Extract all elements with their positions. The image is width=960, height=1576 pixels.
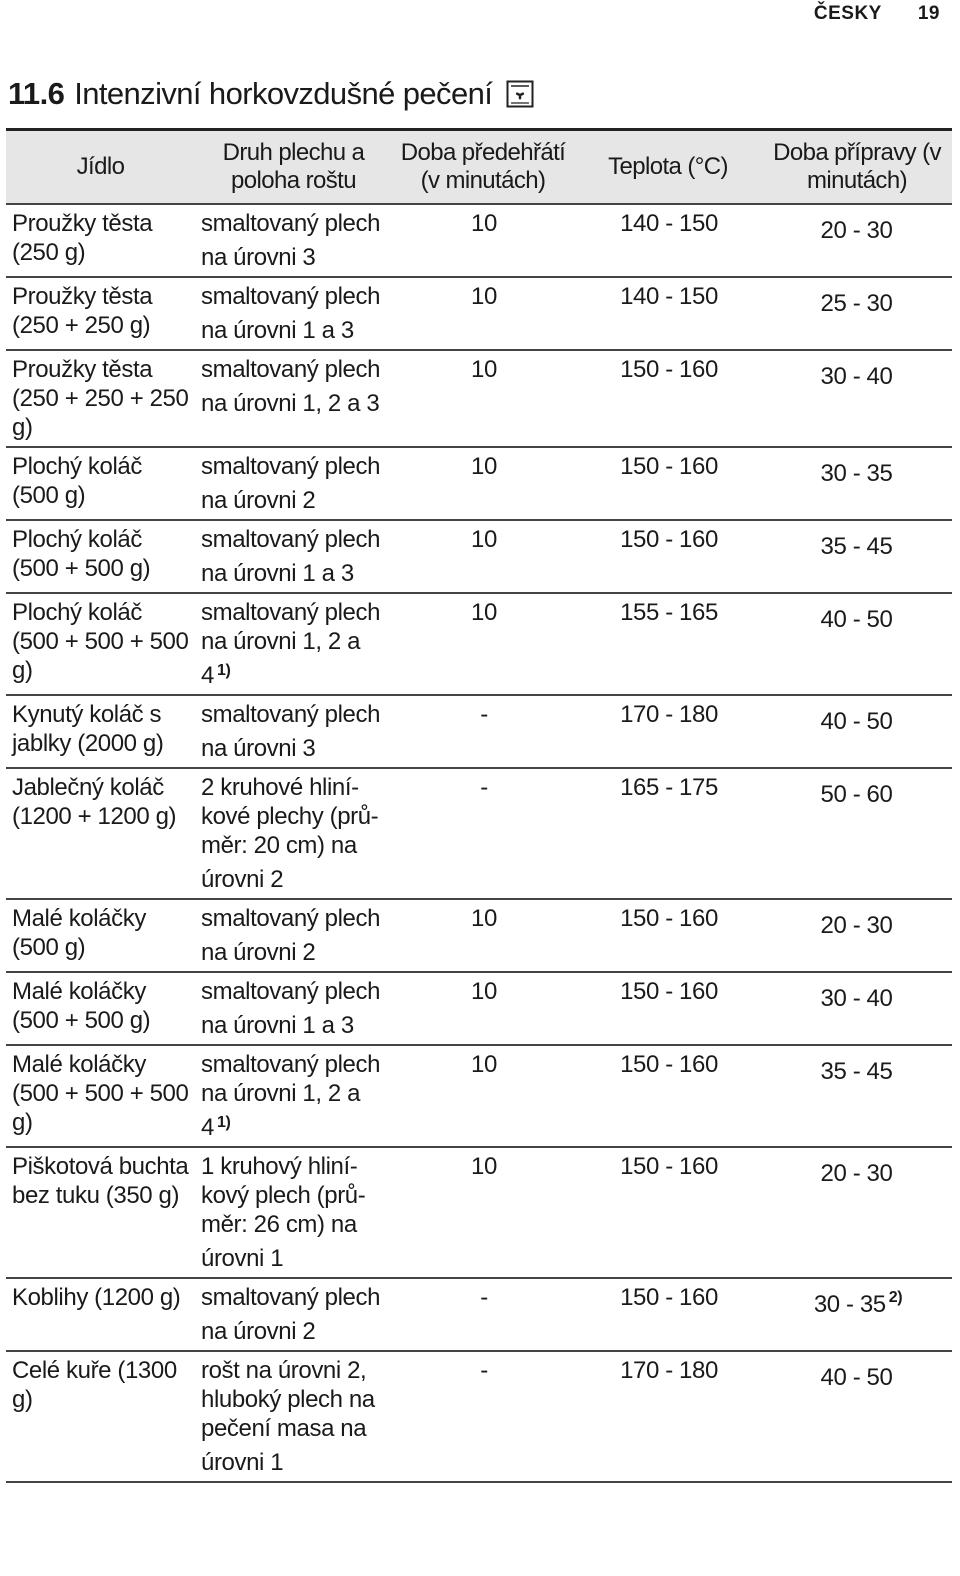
tray-text: smaltovaný plech na úrovni 1, 2 a 4: [201, 599, 381, 689]
tray-cell: [195, 350, 392, 447]
tray-cell: [195, 899, 392, 972]
temperature-cell: 170 - 180: [574, 1351, 762, 1482]
section-number: 11.6: [8, 76, 65, 111]
time-cell: [762, 447, 952, 520]
table-row: [6, 447, 952, 520]
temperature-cell: 150 - 160: [574, 899, 762, 972]
language-label: ČESKY: [813, 3, 882, 24]
time-text: 40 - 50: [820, 708, 893, 735]
tray-text: smaltovaný plech na úrovni 1 a 3: [201, 526, 381, 587]
header-time: Doba přípravy (v minutách): [762, 130, 952, 205]
table-header: [6, 130, 952, 205]
temperature-cell: 150 - 160: [574, 447, 762, 520]
tray-text: smaltovaný plech na úrovni 1, 2 a 3: [201, 356, 381, 417]
preheat-cell: 10: [392, 204, 574, 277]
tray-footnote: 1): [216, 662, 231, 679]
food-cell: Proužky těsta (250 + 250 + 250 g): [6, 350, 195, 447]
food-cell: Malé koláčky (500 + 500 g): [6, 972, 195, 1045]
preheat-cell: -: [392, 695, 574, 768]
tray-text: smaltovaný plech na úrovni 2: [201, 453, 381, 514]
time-cell: [762, 1045, 952, 1147]
header-tray: Druh plechu a poloha roštu: [195, 130, 392, 205]
table-row: [6, 695, 952, 768]
time-text: 20 - 30: [820, 912, 893, 939]
temperature-cell: 150 - 160: [574, 520, 762, 593]
tray-text: smaltovaný plech na úrovni 1 a 3: [201, 283, 381, 344]
preheat-cell: -: [392, 768, 574, 899]
food-cell: Jablečný koláč (1200 + 1200 g): [6, 768, 195, 899]
time-cell: [762, 768, 952, 899]
food-cell: Celé kuře (1300 g): [6, 1351, 195, 1482]
preheat-cell: 10: [392, 1045, 574, 1147]
tray-cell: [195, 972, 392, 1045]
food-cell: Piškotová buchta bez tuku (350 g): [6, 1147, 195, 1278]
tray-cell: [195, 768, 392, 899]
time-text: 35 - 45: [820, 1058, 893, 1085]
temperature-cell: 165 - 175: [574, 768, 762, 899]
table-row: [6, 1351, 952, 1482]
time-text: 20 - 30: [820, 217, 893, 244]
temperature-cell: 150 - 160: [574, 1278, 762, 1351]
food-cell: Malé koláčky (500 + 500 + 500 g): [6, 1045, 195, 1147]
time-text: 40 - 50: [820, 606, 893, 633]
tray-cell: [195, 695, 392, 768]
temperature-cell: 150 - 160: [574, 350, 762, 447]
food-cell: Proužky těsta (250 g): [6, 204, 195, 277]
tray-text: smaltovaný plech na úrovni 3: [201, 210, 381, 271]
tray-cell: [195, 520, 392, 593]
time-text: 35 - 45: [820, 533, 893, 560]
tray-text: smaltovaný plech na úrovni 2: [201, 1284, 381, 1345]
food-cell: Koblihy (1200 g): [6, 1278, 195, 1351]
food-cell: Proužky těsta (250 + 250 g): [6, 277, 195, 350]
tray-text: smaltovaný plech na úrovni 1, 2 a 4: [201, 1051, 381, 1141]
table-row: [6, 1045, 952, 1147]
time-text: 30 - 35: [820, 460, 893, 487]
time-cell: [762, 350, 952, 447]
table-row: [6, 204, 952, 277]
tray-cell: [195, 204, 392, 277]
temperature-cell: 150 - 160: [574, 972, 762, 1045]
food-cell: Plochý koláč (500 + 500 + 500 g): [6, 593, 195, 695]
time-text: 30 - 35: [813, 1291, 886, 1318]
time-cell: [762, 593, 952, 695]
temperature-cell: 170 - 180: [574, 695, 762, 768]
tray-footnote: 1): [216, 1114, 231, 1131]
temperature-cell: 140 - 150: [574, 277, 762, 350]
time-cell: [762, 1351, 952, 1482]
time-cell: [762, 695, 952, 768]
preheat-cell: 10: [392, 520, 574, 593]
table-row: [6, 520, 952, 593]
table-body: [6, 204, 952, 1482]
temperature-cell: 150 - 160: [574, 1045, 762, 1147]
table-row: [6, 899, 952, 972]
time-cell: [762, 520, 952, 593]
tray-cell: [195, 1278, 392, 1351]
page-number: 19: [917, 3, 940, 24]
time-text: 40 - 50: [820, 1364, 893, 1391]
tray-text: 1 kruhový hliní-kový plech (prů-měr: 26 cm) na úrovni 1: [201, 1153, 366, 1272]
tray-text: 2 kruhové hliní-kové plechy (prů-měr: 20 cm) na úrovni 2: [201, 774, 379, 893]
preheat-cell: 10: [392, 277, 574, 350]
tray-text: smaltovaný plech na úrovni 1 a 3: [201, 978, 381, 1039]
table-row: [6, 1147, 952, 1278]
header-food: Jídlo: [6, 130, 195, 205]
table-row: [6, 593, 952, 695]
temperature-cell: 155 - 165: [574, 593, 762, 695]
temperature-cell: 140 - 150: [574, 204, 762, 277]
time-cell: [762, 1278, 952, 1351]
tray-cell: [195, 1147, 392, 1278]
time-cell: [762, 972, 952, 1045]
header-temperature: Teplota (°C): [574, 130, 762, 205]
time-cell: [762, 899, 952, 972]
header-preheat: Doba předehřátí (v minutách): [392, 130, 574, 205]
section-title-text: Intenzivní horkovzdušné pečení: [74, 76, 493, 111]
preheat-cell: 10: [392, 1147, 574, 1278]
time-text: 50 - 60: [820, 781, 893, 808]
temperature-cell: 150 - 160: [574, 1147, 762, 1278]
tray-text: rošt na úrovni 2, hluboký plech na pečení masa na úrovni 1: [201, 1357, 375, 1476]
time-text: 30 - 40: [820, 363, 893, 390]
time-cell: [762, 1147, 952, 1278]
table-row: [6, 768, 952, 899]
time-text: 25 - 30: [820, 290, 893, 317]
food-cell: Plochý koláč (500 + 500 g): [6, 520, 195, 593]
table-row: [6, 1278, 952, 1351]
food-cell: Kynutý koláč s jablky (2000 g): [6, 695, 195, 768]
preheat-cell: 10: [392, 972, 574, 1045]
preheat-cell: -: [392, 1278, 574, 1351]
baking-table: [6, 128, 952, 1483]
tray-text: smaltovaný plech na úrovni 2: [201, 905, 381, 966]
section-title: [8, 72, 534, 116]
tray-cell: [195, 1045, 392, 1147]
time-text: 20 - 30: [820, 1160, 893, 1187]
food-cell: Plochý koláč (500 g): [6, 447, 195, 520]
page-header: [814, 0, 940, 28]
preheat-cell: 10: [392, 447, 574, 520]
tray-cell: [195, 447, 392, 520]
tray-text: smaltovaný plech na úrovni 3: [201, 701, 381, 762]
preheat-cell: 10: [392, 593, 574, 695]
preheat-cell: 10: [392, 899, 574, 972]
tray-cell: [195, 1351, 392, 1482]
preheat-cell: 10: [392, 350, 574, 447]
time-cell: [762, 277, 952, 350]
preheat-cell: -: [392, 1351, 574, 1482]
time-cell: [762, 204, 952, 277]
time-footnote: 2): [888, 1289, 903, 1306]
fan-heater-icon: [506, 80, 534, 108]
tray-cell: [195, 277, 392, 350]
table-row: [6, 350, 952, 447]
table-row: [6, 972, 952, 1045]
table-row: [6, 277, 952, 350]
food-cell: Malé koláčky (500 g): [6, 899, 195, 972]
tray-cell: [195, 593, 392, 695]
time-text: 30 - 40: [820, 985, 893, 1012]
